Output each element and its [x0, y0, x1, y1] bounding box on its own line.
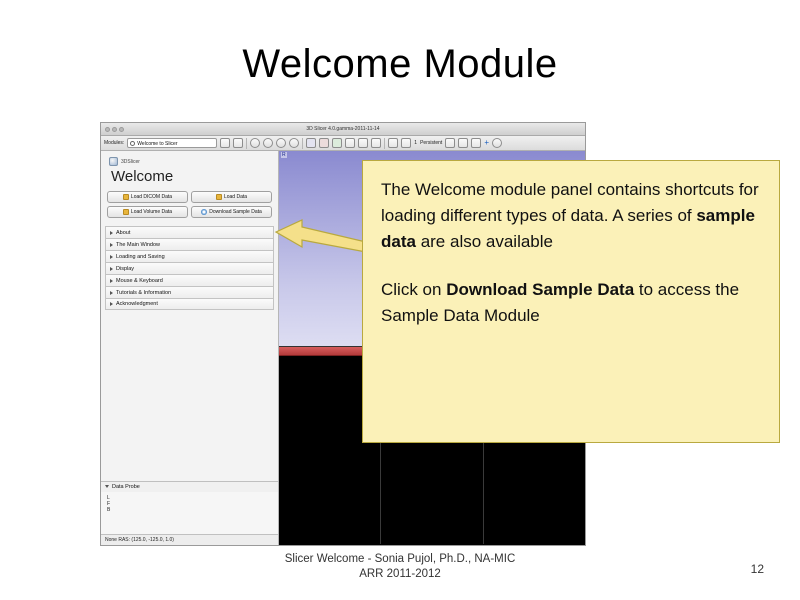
- chevron-right-icon: [110, 302, 113, 306]
- chevron-right-icon: [110, 291, 113, 295]
- axial-view-label: R: [282, 152, 286, 158]
- module-selector-value: Welcome to Slicer: [137, 141, 178, 147]
- window-level-icon[interactable]: [388, 138, 398, 148]
- accordion-label: Tutorials & Information: [116, 289, 172, 296]
- modules-label: Modules:: [104, 140, 125, 146]
- load-dicom-data-button[interactable]: [107, 191, 188, 203]
- data-probe-header[interactable]: [101, 481, 278, 492]
- panel-spacer: [101, 310, 278, 481]
- toolbar-separator: [246, 138, 247, 149]
- callout-p2-text1: Click on: [381, 280, 447, 299]
- chevron-right-icon: [110, 279, 113, 283]
- accordion-label: Acknowledgment: [116, 301, 158, 307]
- annotation-icon[interactable]: [358, 138, 368, 148]
- accordion-item-acknowledgment[interactable]: [105, 298, 274, 310]
- probe-line-b: B: [107, 507, 111, 513]
- layout-icon[interactable]: [289, 138, 299, 148]
- footer-line-1: Slicer Welcome - Sonia Pujol, Ph.D., NA-MIC: [284, 553, 516, 565]
- volume-icon[interactable]: [458, 138, 468, 148]
- help-accordion: [101, 224, 278, 310]
- folder-icon: [123, 194, 129, 200]
- accordion-label: About: [116, 229, 131, 236]
- accordion-item-main-window[interactable]: [105, 238, 274, 250]
- chevron-right-icon: [110, 255, 113, 259]
- accordion-item-mouse-keyboard[interactable]: [105, 274, 274, 286]
- module-next-icon[interactable]: [233, 138, 243, 148]
- slicer-logo: [101, 151, 278, 166]
- accordion-item-display[interactable]: [105, 262, 274, 274]
- callout-paragraph-1: [381, 177, 761, 255]
- minimize-icon[interactable]: [112, 127, 117, 132]
- persistent-label[interactable]: Persistent: [420, 140, 443, 146]
- accordion-label: Mouse & Keyboard: [116, 277, 163, 284]
- folder-icon: [216, 194, 222, 200]
- folder-icon: [123, 209, 129, 215]
- chevron-right-icon: [110, 243, 113, 247]
- disc-icon: [201, 209, 207, 215]
- accordion-item-about[interactable]: [105, 226, 274, 238]
- module-selector[interactable]: [127, 138, 217, 148]
- fiducial-icon[interactable]: [371, 138, 381, 148]
- download-sample-data-label: Download Sample Data: [209, 209, 262, 215]
- screenshot-icon[interactable]: [332, 138, 342, 148]
- load-buttons-grid: [101, 191, 278, 224]
- callout-p2-text2: to access the Sample Data Module: [381, 280, 740, 325]
- left-arrow-icon: [272, 214, 368, 256]
- chevron-down-icon: [105, 485, 109, 490]
- callout-p1-text1: The Welcome module panel contains shortcuts for loading different types of data. A series of: [381, 180, 759, 225]
- plus-icon[interactable]: +: [484, 138, 489, 147]
- footer-line-2: ARR 2011-2012: [359, 568, 441, 580]
- accordion-label: Loading and Saving: [116, 253, 165, 260]
- accordion-item-tutorials[interactable]: [105, 286, 274, 298]
- load-data-label: Load Data: [223, 194, 248, 200]
- page-number: 12: [750, 562, 764, 576]
- accordion-label: The Main Window: [116, 241, 161, 248]
- page-title: Welcome Module: [242, 42, 558, 86]
- data-probe-label: Data Probe: [112, 484, 140, 490]
- save-icon[interactable]: [306, 138, 316, 148]
- crosshair-icon[interactable]: [276, 138, 286, 148]
- toolbar-separator: [384, 138, 385, 149]
- chevron-right-icon: [110, 231, 113, 235]
- load-data-button[interactable]: [191, 191, 272, 203]
- accordion-item-loading-saving[interactable]: [105, 250, 274, 262]
- model-icon[interactable]: [471, 138, 481, 148]
- view-icon[interactable]: [445, 138, 455, 148]
- slicer-logo-label: 3DSlicer: [121, 158, 140, 165]
- callout-p1-text2: are also available: [415, 232, 553, 251]
- ruler-icon[interactable]: [345, 138, 355, 148]
- slicer-logo-icon: [109, 157, 118, 166]
- status-bar: None RAS: (125.0, -125.0, 1.0): [101, 534, 278, 545]
- toolbar-separator: [302, 138, 303, 149]
- callout-p2-bold: Download Sample Data: [446, 280, 635, 299]
- welcome-heading: Welcome: [111, 168, 174, 185]
- data-probe-body: [101, 492, 278, 534]
- maximize-icon[interactable]: [119, 127, 124, 132]
- camera-icon[interactable]: [319, 138, 329, 148]
- probe-line-f: F: [107, 501, 111, 507]
- chevron-right-icon: [110, 267, 113, 271]
- accordion-label: Display: [116, 265, 135, 272]
- window-controls[interactable]: [105, 127, 124, 132]
- module-prev-icon[interactable]: [220, 138, 230, 148]
- module-panel: [101, 151, 279, 545]
- slide-footer: [0, 552, 800, 582]
- load-volume-data-label: Load Volume Data: [130, 209, 173, 215]
- undo-icon[interactable]: [250, 138, 260, 148]
- window-titlebar: [101, 123, 585, 136]
- help-icon[interactable]: [492, 138, 502, 148]
- callout-box: [362, 160, 780, 443]
- mouse-mode-value: 1: [414, 140, 418, 146]
- callout-p1-bold: sample data: [381, 206, 755, 251]
- probe-line-l: L: [107, 495, 110, 501]
- callout-paragraph-2: [381, 277, 761, 329]
- redo-icon[interactable]: [263, 138, 273, 148]
- application-toolbar: [101, 136, 585, 151]
- load-dicom-data-label: Load DICOM Data: [130, 194, 173, 200]
- search-icon: [130, 141, 135, 146]
- window-title: 3D Slicer 4.0.gamma-2011-11-14: [306, 126, 380, 132]
- load-volume-data-button[interactable]: [107, 206, 188, 218]
- close-icon[interactable]: [105, 127, 110, 132]
- download-sample-data-button[interactable]: [191, 206, 272, 218]
- mouse-mode-icon[interactable]: [401, 138, 411, 148]
